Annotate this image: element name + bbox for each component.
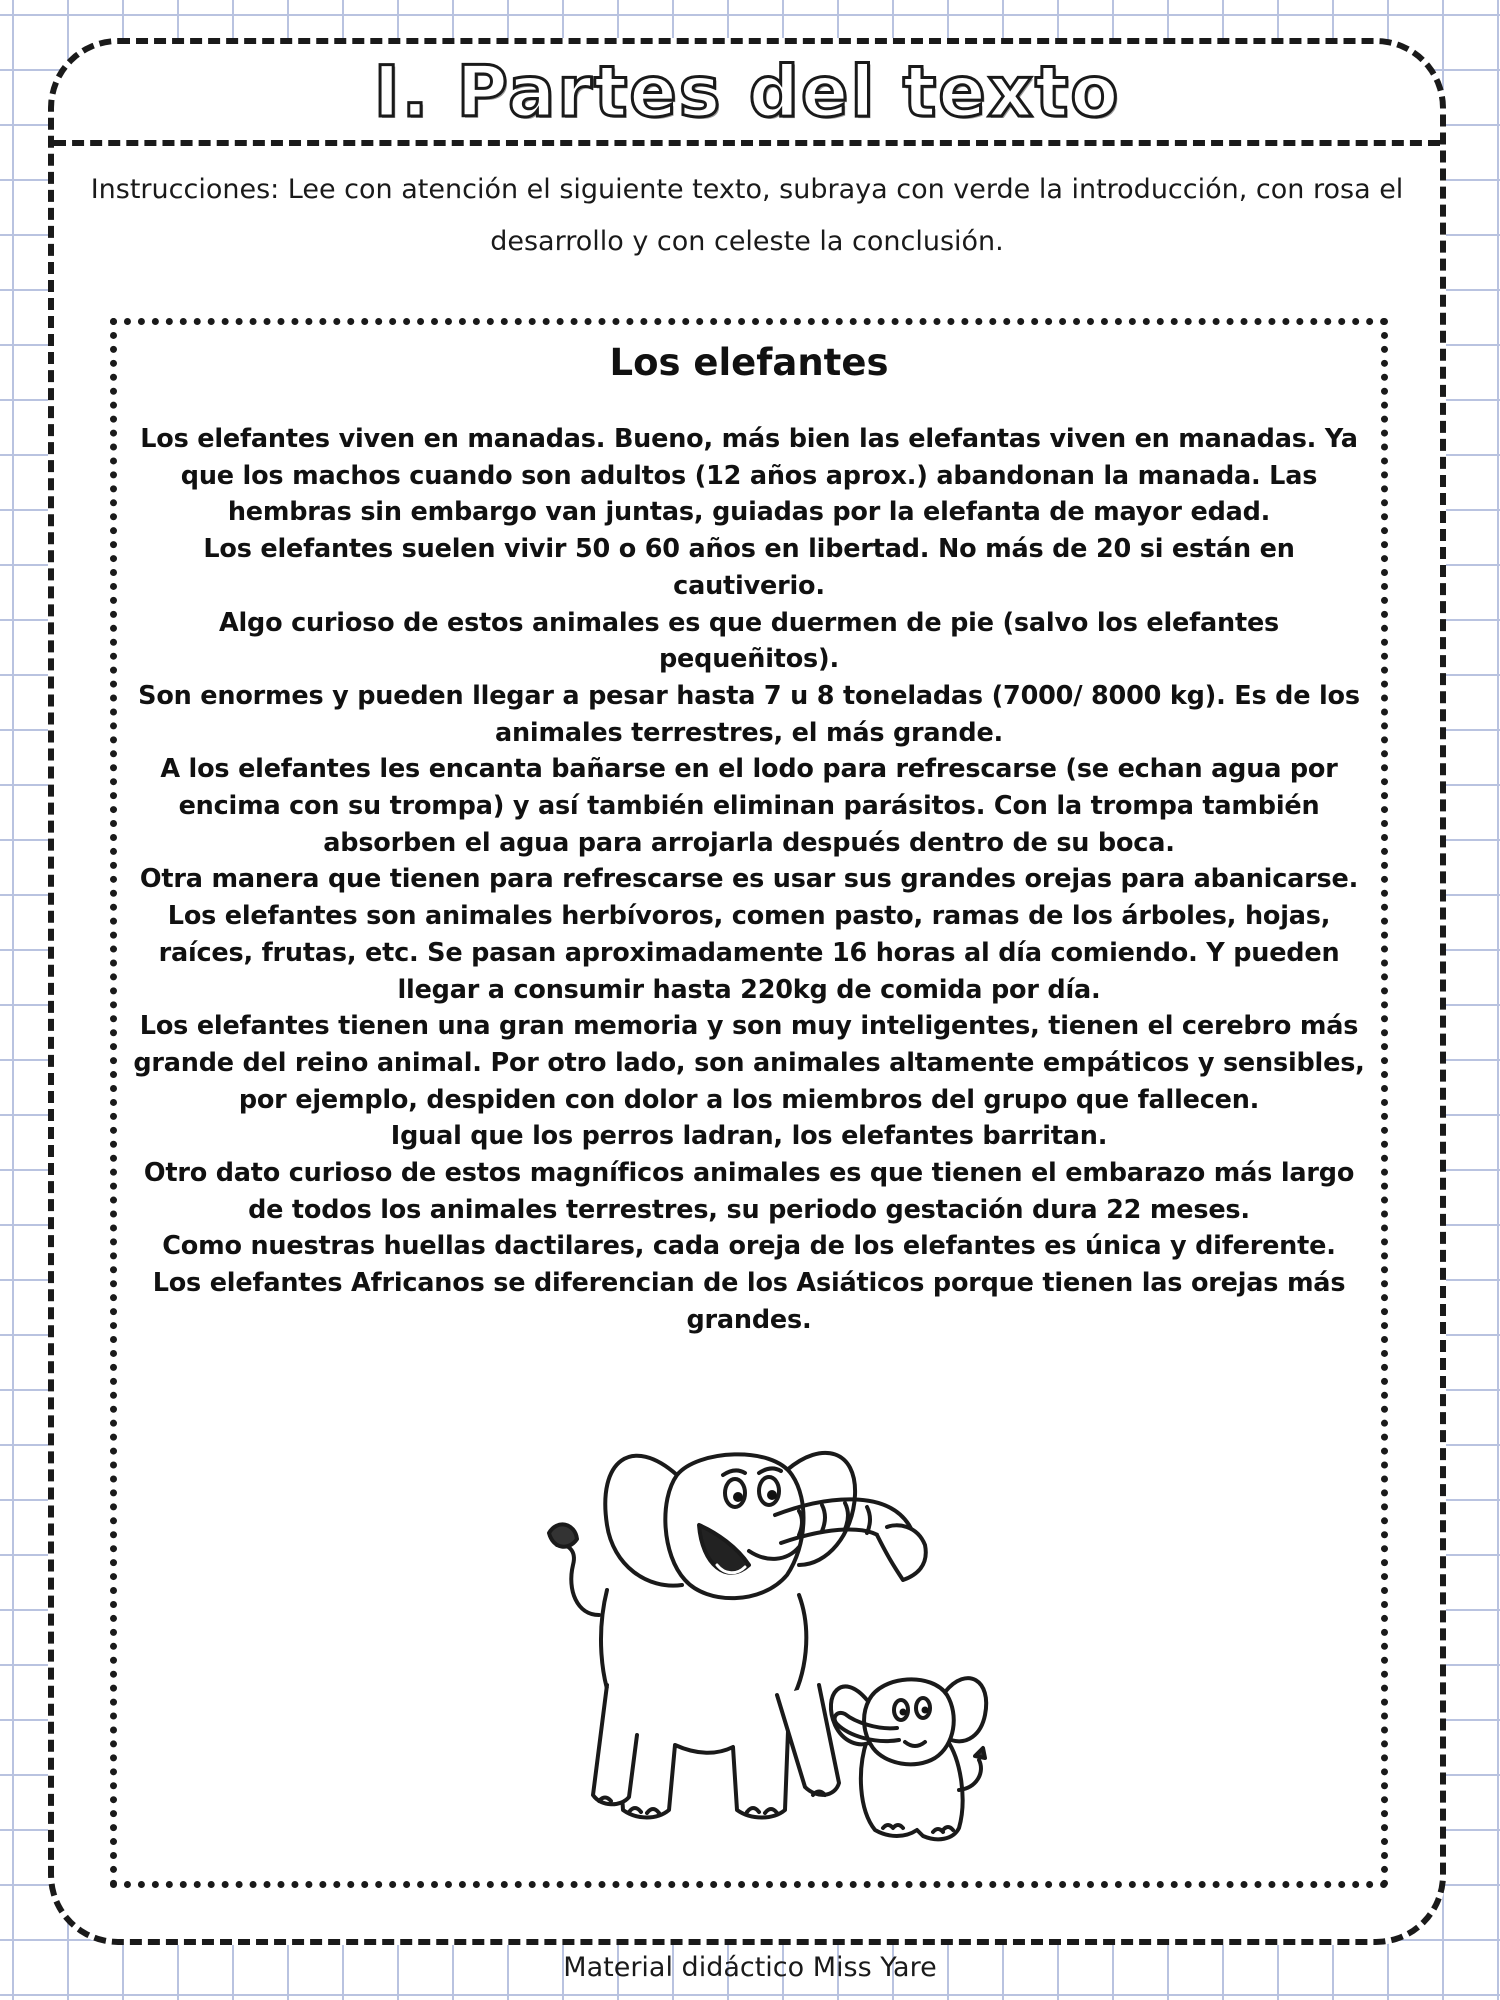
reading-box [110,318,1388,1888]
paragraph: Los elefantes viven en manadas. Bueno, más bien las elefantas viven en manadas. Ya que los machos cuando son adultos (12 años aprox.) abandonan la manada. Las hembras sin embargo van juntas, guiadas por la elefanta de mayor edad. [140,424,1358,528]
worksheet-frame [48,38,1446,1945]
paragraph: Los elefantes son animales herbívoros, comen pasto, ramas de los árboles, hojas, raíces, frutas, etc. Se pasan aproximadamente 16 horas al día comiendo. Y pueden llegar a consumir hasta 220kg de comida por día. [158,901,1340,1005]
paragraph: Otro dato curioso de estos magníficos animales es que tienen el embarazo más largo de todos los animales terrestres, su periodo gestación dura 22 meses. [143,1158,1355,1225]
paragraph: Los elefantes suelen vivir 50 o 60 años en libertad. No más de 20 si están en cautiverio. [203,534,1295,601]
elephants-illustration [537,1415,997,1855]
reading-body [127,421,1371,1339]
paragraph: Son enormes y pueden llegar a pesar hasta 7 u 8 toneladas (7000/ 8000 kg). Es de los animales terrestres, el más grande. [138,680,1360,748]
page-title: I. Partes del texto [373,51,1121,133]
elephant-baby-icon [831,1678,986,1839]
paragraph: Como nuestras huellas dactilares, cada oreja de los elefantes es única y diferente. [162,1231,1336,1262]
paragraph: Los elefantes tienen una gran memoria y son muy inteligentes, tienen el cerebro más grande del reino animal. Por otro lado, son animales altamente empáticos y sensibles, por ejemplo, despiden con dolor a los miembros del grupo que fallecen. [133,1011,1365,1115]
instructions-text: Instrucciones: Lee con atención el siguiente texto, subraya con verde la introducción, con rosa el desarrollo y con celeste la conclusión. [90,174,1404,257]
reading-title: Los elefantes [609,341,889,384]
paragraph: Los elefantes Africanos se diferencian de los Asiáticos porque tienen las orejas más grandes. [152,1268,1346,1335]
footer-credit: Material didáctico Miss Yare [563,1952,937,1983]
paragraph: Otra manera que tienen para refrescarse es usar sus grandes orejas para abanicarse. [139,864,1359,895]
paragraph: A los elefantes les encanta bañarse en el lodo para refrescarse (se echan agua por encima con su trompa) y así también eliminan parásitos. Con la trompa también absorben el agua para arrojarla después dentro de su boca. [160,754,1338,858]
title-band [54,44,1440,146]
paragraph: Igual que los perros ladran, los elefantes barritan. [390,1121,1108,1152]
paragraph: Algo curioso de estos animales es que duermen de pie (salvo los elefantes pequeñitos). [218,607,1280,675]
